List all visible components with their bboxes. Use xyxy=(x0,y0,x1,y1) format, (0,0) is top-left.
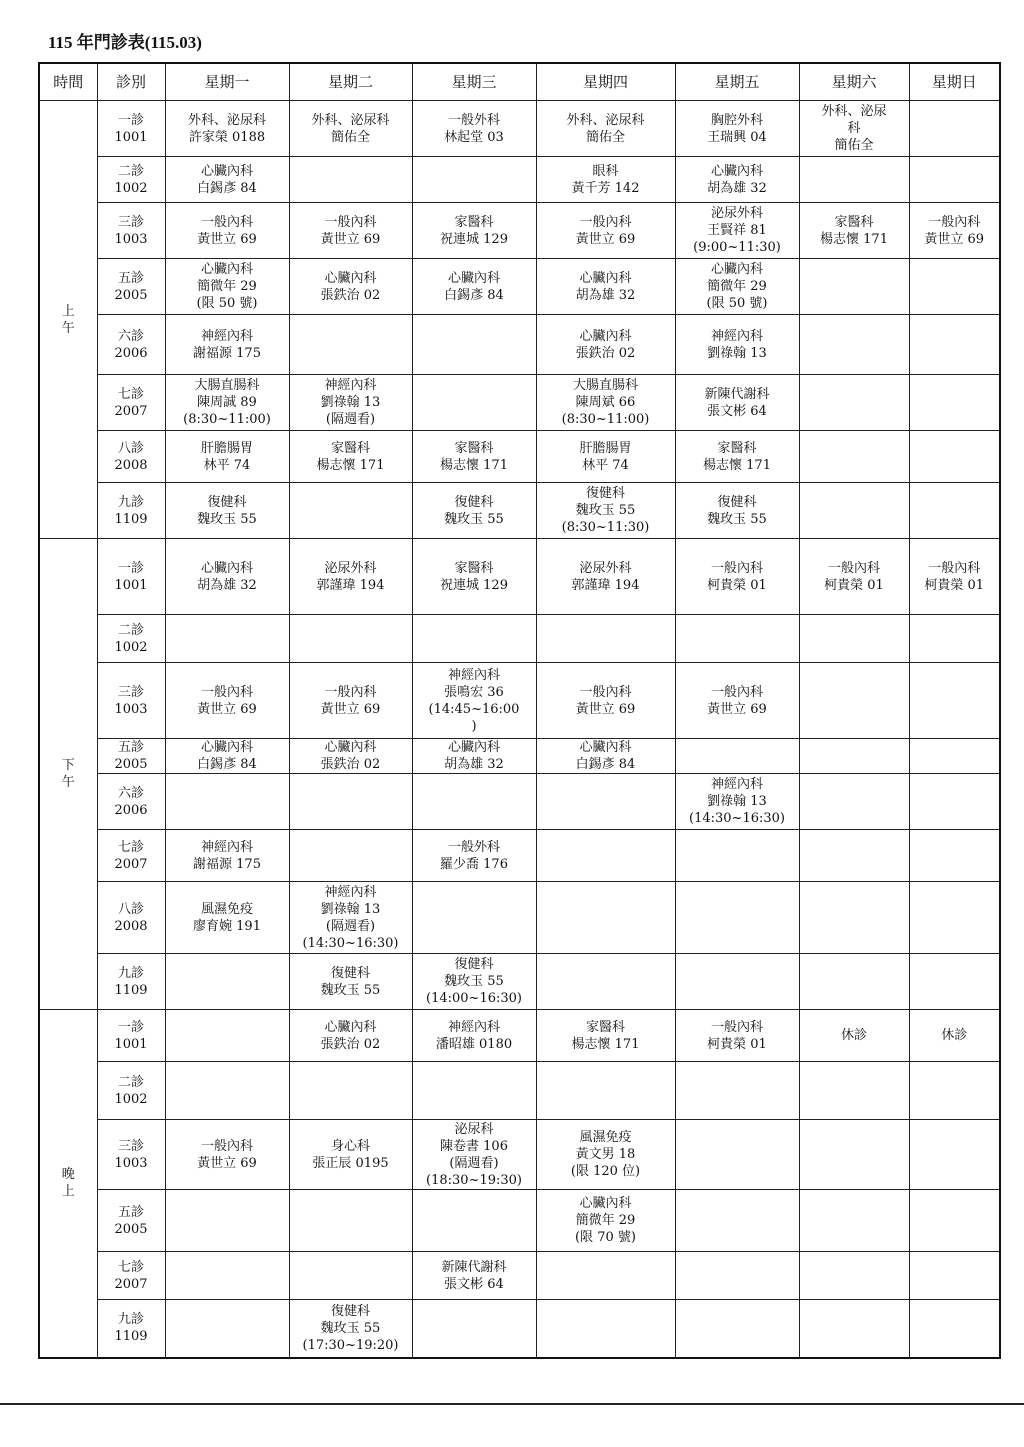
schedule-cell xyxy=(165,1190,289,1252)
schedule-cell xyxy=(909,431,1000,483)
room-label: 二診 1002 xyxy=(97,157,165,203)
schedule-cell: 一般內科 柯貴榮 01 xyxy=(675,539,799,615)
schedule-cell xyxy=(909,375,1000,431)
schedule-cell: 一般內科 黃世立 69 xyxy=(536,663,675,739)
schedule-cell xyxy=(675,830,799,882)
schedule-cell xyxy=(799,375,909,431)
schedule-cell xyxy=(675,615,799,663)
room-label: 八診 2008 xyxy=(97,431,165,483)
schedule-row xyxy=(39,315,1000,375)
schedule-cell xyxy=(536,1062,675,1120)
schedule-cell xyxy=(289,830,412,882)
schedule-cell xyxy=(909,315,1000,375)
room-label: 五診 2005 xyxy=(97,739,165,774)
schedule-cell xyxy=(799,1300,909,1358)
schedule-cell xyxy=(536,954,675,1010)
schedule-cell xyxy=(909,1120,1000,1190)
room-label: 七診 2007 xyxy=(97,375,165,431)
schedule-cell xyxy=(289,1252,412,1300)
schedule-cell xyxy=(799,431,909,483)
schedule-cell: 休診 xyxy=(909,1010,1000,1062)
schedule-cell xyxy=(799,1252,909,1300)
page-title: 115 年門診表(115.03) xyxy=(48,33,202,52)
schedule-cell xyxy=(289,157,412,203)
schedule-cell: 心臟內科 白錫彥 84 xyxy=(412,259,536,315)
schedule-cell xyxy=(412,615,536,663)
schedule-cell xyxy=(799,157,909,203)
schedule-cell: 心臟內科 簡微年 29 (限 70 號) xyxy=(536,1190,675,1252)
room-label: 九診 1109 xyxy=(97,1300,165,1358)
room-label: 七診 2007 xyxy=(97,1252,165,1300)
schedule-cell xyxy=(165,1010,289,1062)
schedule-row xyxy=(39,615,1000,663)
schedule-cell xyxy=(675,882,799,954)
schedule-cell: 家醫科 楊志懷 171 xyxy=(412,431,536,483)
schedule-cell xyxy=(909,739,1000,774)
column-header-8: 星期日 xyxy=(909,63,1000,101)
schedule-cell: 一般內科 黃世立 69 xyxy=(165,203,289,259)
schedule-cell xyxy=(909,1190,1000,1252)
schedule-cell: 心臟內科 白錫彥 84 xyxy=(536,739,675,774)
schedule-cell: 心臟內科 白錫彥 84 xyxy=(165,739,289,774)
schedule-cell: 外科、泌尿科 許家榮 0188 xyxy=(165,101,289,157)
schedule-cell xyxy=(412,315,536,375)
schedule-cell: 大腸直腸科 陳周斌 66 (8:30~11:00) xyxy=(536,375,675,431)
schedule-cell: 復健科 魏玫玉 55 xyxy=(289,954,412,1010)
schedule-cell: 眼科 黃千芳 142 xyxy=(536,157,675,203)
schedule-cell: 外科、泌尿科 簡佑全 xyxy=(536,101,675,157)
schedule-cell: 心臟內科 張鉄治 02 xyxy=(289,259,412,315)
schedule-cell: 神經內科 劉祿翰 13 (隔週看) xyxy=(289,375,412,431)
schedule-row xyxy=(39,954,1000,1010)
room-label: 二診 1002 xyxy=(97,615,165,663)
room-label: 九診 1109 xyxy=(97,954,165,1010)
room-label: 一診 1001 xyxy=(97,101,165,157)
schedule-cell xyxy=(909,259,1000,315)
schedule-cell: 泌尿外科 郭謹瑋 194 xyxy=(289,539,412,615)
schedule-cell xyxy=(412,1190,536,1252)
schedule-row xyxy=(39,483,1000,539)
schedule-cell xyxy=(412,157,536,203)
schedule-cell: 復健科 魏玫玉 55 (17:30~19:20) xyxy=(289,1300,412,1358)
schedule-cell: 心臟內科 胡為雄 32 xyxy=(536,259,675,315)
room-label: 五診 2005 xyxy=(97,1190,165,1252)
schedule-cell: 心臟內科 張鉄治 02 xyxy=(536,315,675,375)
schedule-cell xyxy=(289,1062,412,1120)
schedule-cell xyxy=(165,1252,289,1300)
schedule-row xyxy=(39,739,1000,774)
schedule-cell: 一般內科 柯貴榮 01 xyxy=(909,539,1000,615)
schedule-row xyxy=(39,157,1000,203)
schedule-cell: 一般內科 柯貴榮 01 xyxy=(675,1010,799,1062)
schedule-cell xyxy=(675,1252,799,1300)
schedule-cell: 神經內科 劉祿翰 13 (14:30~16:30) xyxy=(675,774,799,830)
schedule-cell xyxy=(909,774,1000,830)
schedule-cell xyxy=(909,615,1000,663)
schedule-cell: 心臟內科 胡為雄 32 xyxy=(165,539,289,615)
schedule-cell: 泌尿科 陳卷書 106 (隔週看) (18:30~19:30) xyxy=(412,1120,536,1190)
schedule-cell: 心臟內科 白錫彥 84 xyxy=(165,157,289,203)
schedule-cell xyxy=(799,315,909,375)
schedule-cell: 神經內科 劉祿翰 13 (隔週看) (14:30~16:30) xyxy=(289,882,412,954)
schedule-cell xyxy=(799,739,909,774)
room-label: 三診 1003 xyxy=(97,1120,165,1190)
schedule-cell xyxy=(675,1190,799,1252)
schedule-cell: 復健科 魏玫玉 55 xyxy=(412,483,536,539)
schedule-cell: 家醫科 楊志懷 171 xyxy=(799,203,909,259)
schedule-cell xyxy=(909,1062,1000,1120)
schedule-cell: 家醫科 楊志懷 171 xyxy=(536,1010,675,1062)
schedule-cell: 風濕免疫 廖育婉 191 xyxy=(165,882,289,954)
schedule-cell xyxy=(799,774,909,830)
column-header-4: 星期三 xyxy=(412,63,536,101)
schedule-cell xyxy=(536,774,675,830)
schedule-body xyxy=(39,101,1000,1358)
schedule-cell xyxy=(412,375,536,431)
schedule-cell: 一般外科 林起堂 03 xyxy=(412,101,536,157)
schedule-cell xyxy=(909,157,1000,203)
schedule-cell: 神經內科 謝福源 175 xyxy=(165,830,289,882)
period-label: 上 午 xyxy=(39,101,97,539)
schedule-cell: 神經內科 劉祿翰 13 xyxy=(675,315,799,375)
schedule-cell: 一般內科 黃世立 69 xyxy=(909,203,1000,259)
schedule-cell xyxy=(909,954,1000,1010)
schedule-cell xyxy=(165,1300,289,1358)
schedule-cell: 一般內科 柯貴榮 01 xyxy=(799,539,909,615)
schedule-cell xyxy=(799,1062,909,1120)
period-label: 下 午 xyxy=(39,539,97,1010)
schedule-cell xyxy=(289,774,412,830)
schedule-cell xyxy=(536,882,675,954)
schedule-cell: 一般內科 黃世立 69 xyxy=(165,1120,289,1190)
schedule-cell xyxy=(165,954,289,1010)
schedule-cell: 泌尿外科 郭謹瑋 194 xyxy=(536,539,675,615)
schedule-row xyxy=(39,663,1000,739)
schedule-row xyxy=(39,882,1000,954)
schedule-cell xyxy=(536,830,675,882)
schedule-cell: 大腸直腸科 陳周誠 89 (8:30~11:00) xyxy=(165,375,289,431)
schedule-cell: 心臟內科 胡為雄 32 xyxy=(675,157,799,203)
schedule-cell xyxy=(289,315,412,375)
schedule-cell xyxy=(909,1300,1000,1358)
schedule-row xyxy=(39,539,1000,615)
schedule-cell: 復健科 魏玫玉 55 xyxy=(675,483,799,539)
schedule-cell: 身心科 張正辰 0195 xyxy=(289,1120,412,1190)
schedule-cell xyxy=(412,1062,536,1120)
schedule-cell: 泌尿外科 王賢祥 81 (9:00~11:30) xyxy=(675,203,799,259)
schedule-cell xyxy=(675,954,799,1010)
schedule-cell xyxy=(675,1300,799,1358)
schedule-cell: 一般內科 黃世立 69 xyxy=(536,203,675,259)
schedule-cell: 新陳代謝科 張文彬 64 xyxy=(412,1252,536,1300)
schedule-cell: 一般內科 黃世立 69 xyxy=(165,663,289,739)
schedule-cell: 外科、泌尿 科 簡佑全 xyxy=(799,101,909,157)
schedule-cell: 心臟內科 簡微年 29 (限 50 號) xyxy=(675,259,799,315)
schedule-cell: 風濕免疫 黃文男 18 (限 120 位) xyxy=(536,1120,675,1190)
schedule-cell: 神經內科 張鳴宏 36 (14:45~16:00 ) xyxy=(412,663,536,739)
schedule-row xyxy=(39,830,1000,882)
schedule-cell xyxy=(289,1190,412,1252)
room-label: 六診 2006 xyxy=(97,774,165,830)
schedule-cell: 家醫科 祝連城 129 xyxy=(412,539,536,615)
schedule-row xyxy=(39,1120,1000,1190)
schedule-cell: 新陳代謝科 張文彬 64 xyxy=(675,375,799,431)
schedule-row xyxy=(39,203,1000,259)
schedule-row xyxy=(39,774,1000,830)
schedule-row xyxy=(39,375,1000,431)
schedule-cell xyxy=(799,483,909,539)
schedule-cell: 肝膽腸胃 林平 74 xyxy=(536,431,675,483)
column-header-7: 星期六 xyxy=(799,63,909,101)
period-label: 晚 上 xyxy=(39,1010,97,1358)
schedule-cell: 復健科 魏玫玉 55 (8:30~11:30) xyxy=(536,483,675,539)
room-label: 七診 2007 xyxy=(97,830,165,882)
column-header-0: 時間 xyxy=(39,63,97,101)
schedule-row xyxy=(39,101,1000,157)
schedule-cell: 休診 xyxy=(799,1010,909,1062)
schedule-cell: 外科、泌尿科 簡佑全 xyxy=(289,101,412,157)
room-label: 六診 2006 xyxy=(97,315,165,375)
schedule-cell: 心臟內科 簡微年 29 (限 50 號) xyxy=(165,259,289,315)
schedule-cell xyxy=(536,1300,675,1358)
schedule-cell xyxy=(799,615,909,663)
room-label: 八診 2008 xyxy=(97,882,165,954)
room-label: 五診 2005 xyxy=(97,259,165,315)
schedule-cell: 家醫科 楊志懷 171 xyxy=(675,431,799,483)
schedule-cell: 一般外科 羅少喬 176 xyxy=(412,830,536,882)
schedule-cell xyxy=(909,663,1000,739)
schedule-cell xyxy=(909,101,1000,157)
schedule-cell xyxy=(799,830,909,882)
schedule-cell xyxy=(536,1252,675,1300)
schedule-row xyxy=(39,431,1000,483)
room-label: 二診 1002 xyxy=(97,1062,165,1120)
schedule-cell xyxy=(289,615,412,663)
schedule-row xyxy=(39,1010,1000,1062)
schedule-cell xyxy=(909,483,1000,539)
schedule-cell: 家醫科 祝連城 129 xyxy=(412,203,536,259)
schedule-cell xyxy=(799,259,909,315)
column-header-5: 星期四 xyxy=(536,63,675,101)
schedule-cell xyxy=(412,882,536,954)
bottom-divider xyxy=(0,1403,1024,1405)
column-header-2: 星期一 xyxy=(165,63,289,101)
room-label: 三診 1003 xyxy=(97,663,165,739)
schedule-cell xyxy=(799,882,909,954)
schedule-cell xyxy=(412,774,536,830)
schedule-cell xyxy=(909,830,1000,882)
schedule-cell: 一般內科 黃世立 69 xyxy=(675,663,799,739)
header-row xyxy=(39,63,1000,101)
schedule-row xyxy=(39,259,1000,315)
schedule-row xyxy=(39,1062,1000,1120)
schedule-cell xyxy=(799,1120,909,1190)
schedule-cell xyxy=(165,774,289,830)
schedule-cell xyxy=(799,663,909,739)
clinic-schedule-table xyxy=(38,62,1001,1359)
schedule-cell: 肝膽腸胃 林平 74 xyxy=(165,431,289,483)
schedule-row xyxy=(39,1190,1000,1252)
schedule-cell: 胸腔外科 王瑞興 04 xyxy=(675,101,799,157)
schedule-cell: 復健科 魏玫玉 55 xyxy=(165,483,289,539)
schedule-cell: 心臟內科 張鉄治 02 xyxy=(289,1010,412,1062)
room-label: 一診 1001 xyxy=(97,1010,165,1062)
schedule-cell xyxy=(799,954,909,1010)
schedule-cell xyxy=(289,483,412,539)
schedule-cell: 神經內科 潘昭雄 0180 xyxy=(412,1010,536,1062)
schedule-cell xyxy=(909,1252,1000,1300)
schedule-cell: 一般內科 黃世立 69 xyxy=(289,203,412,259)
schedule-cell xyxy=(909,882,1000,954)
column-header-1: 診別 xyxy=(97,63,165,101)
column-header-6: 星期五 xyxy=(675,63,799,101)
column-header-3: 星期二 xyxy=(289,63,412,101)
room-label: 一診 1001 xyxy=(97,539,165,615)
schedule-cell: 神經內科 謝福源 175 xyxy=(165,315,289,375)
schedule-row xyxy=(39,1300,1000,1358)
schedule-cell xyxy=(536,615,675,663)
schedule-cell: 家醫科 楊志懷 171 xyxy=(289,431,412,483)
schedule-row xyxy=(39,1252,1000,1300)
room-label: 九診 1109 xyxy=(97,483,165,539)
schedule-cell: 一般內科 黃世立 69 xyxy=(289,663,412,739)
schedule-cell: 心臟內科 胡為雄 32 xyxy=(412,739,536,774)
room-label: 三診 1003 xyxy=(97,203,165,259)
schedule-cell xyxy=(165,1062,289,1120)
schedule-cell xyxy=(165,615,289,663)
schedule-cell: 心臟內科 張鉄治 02 xyxy=(289,739,412,774)
schedule-cell xyxy=(675,1062,799,1120)
schedule-cell xyxy=(675,1120,799,1190)
schedule-cell xyxy=(412,1300,536,1358)
schedule-cell xyxy=(675,739,799,774)
schedule-cell: 復健科 魏玫玉 55 (14:00~16:30) xyxy=(412,954,536,1010)
schedule-cell xyxy=(799,1190,909,1252)
